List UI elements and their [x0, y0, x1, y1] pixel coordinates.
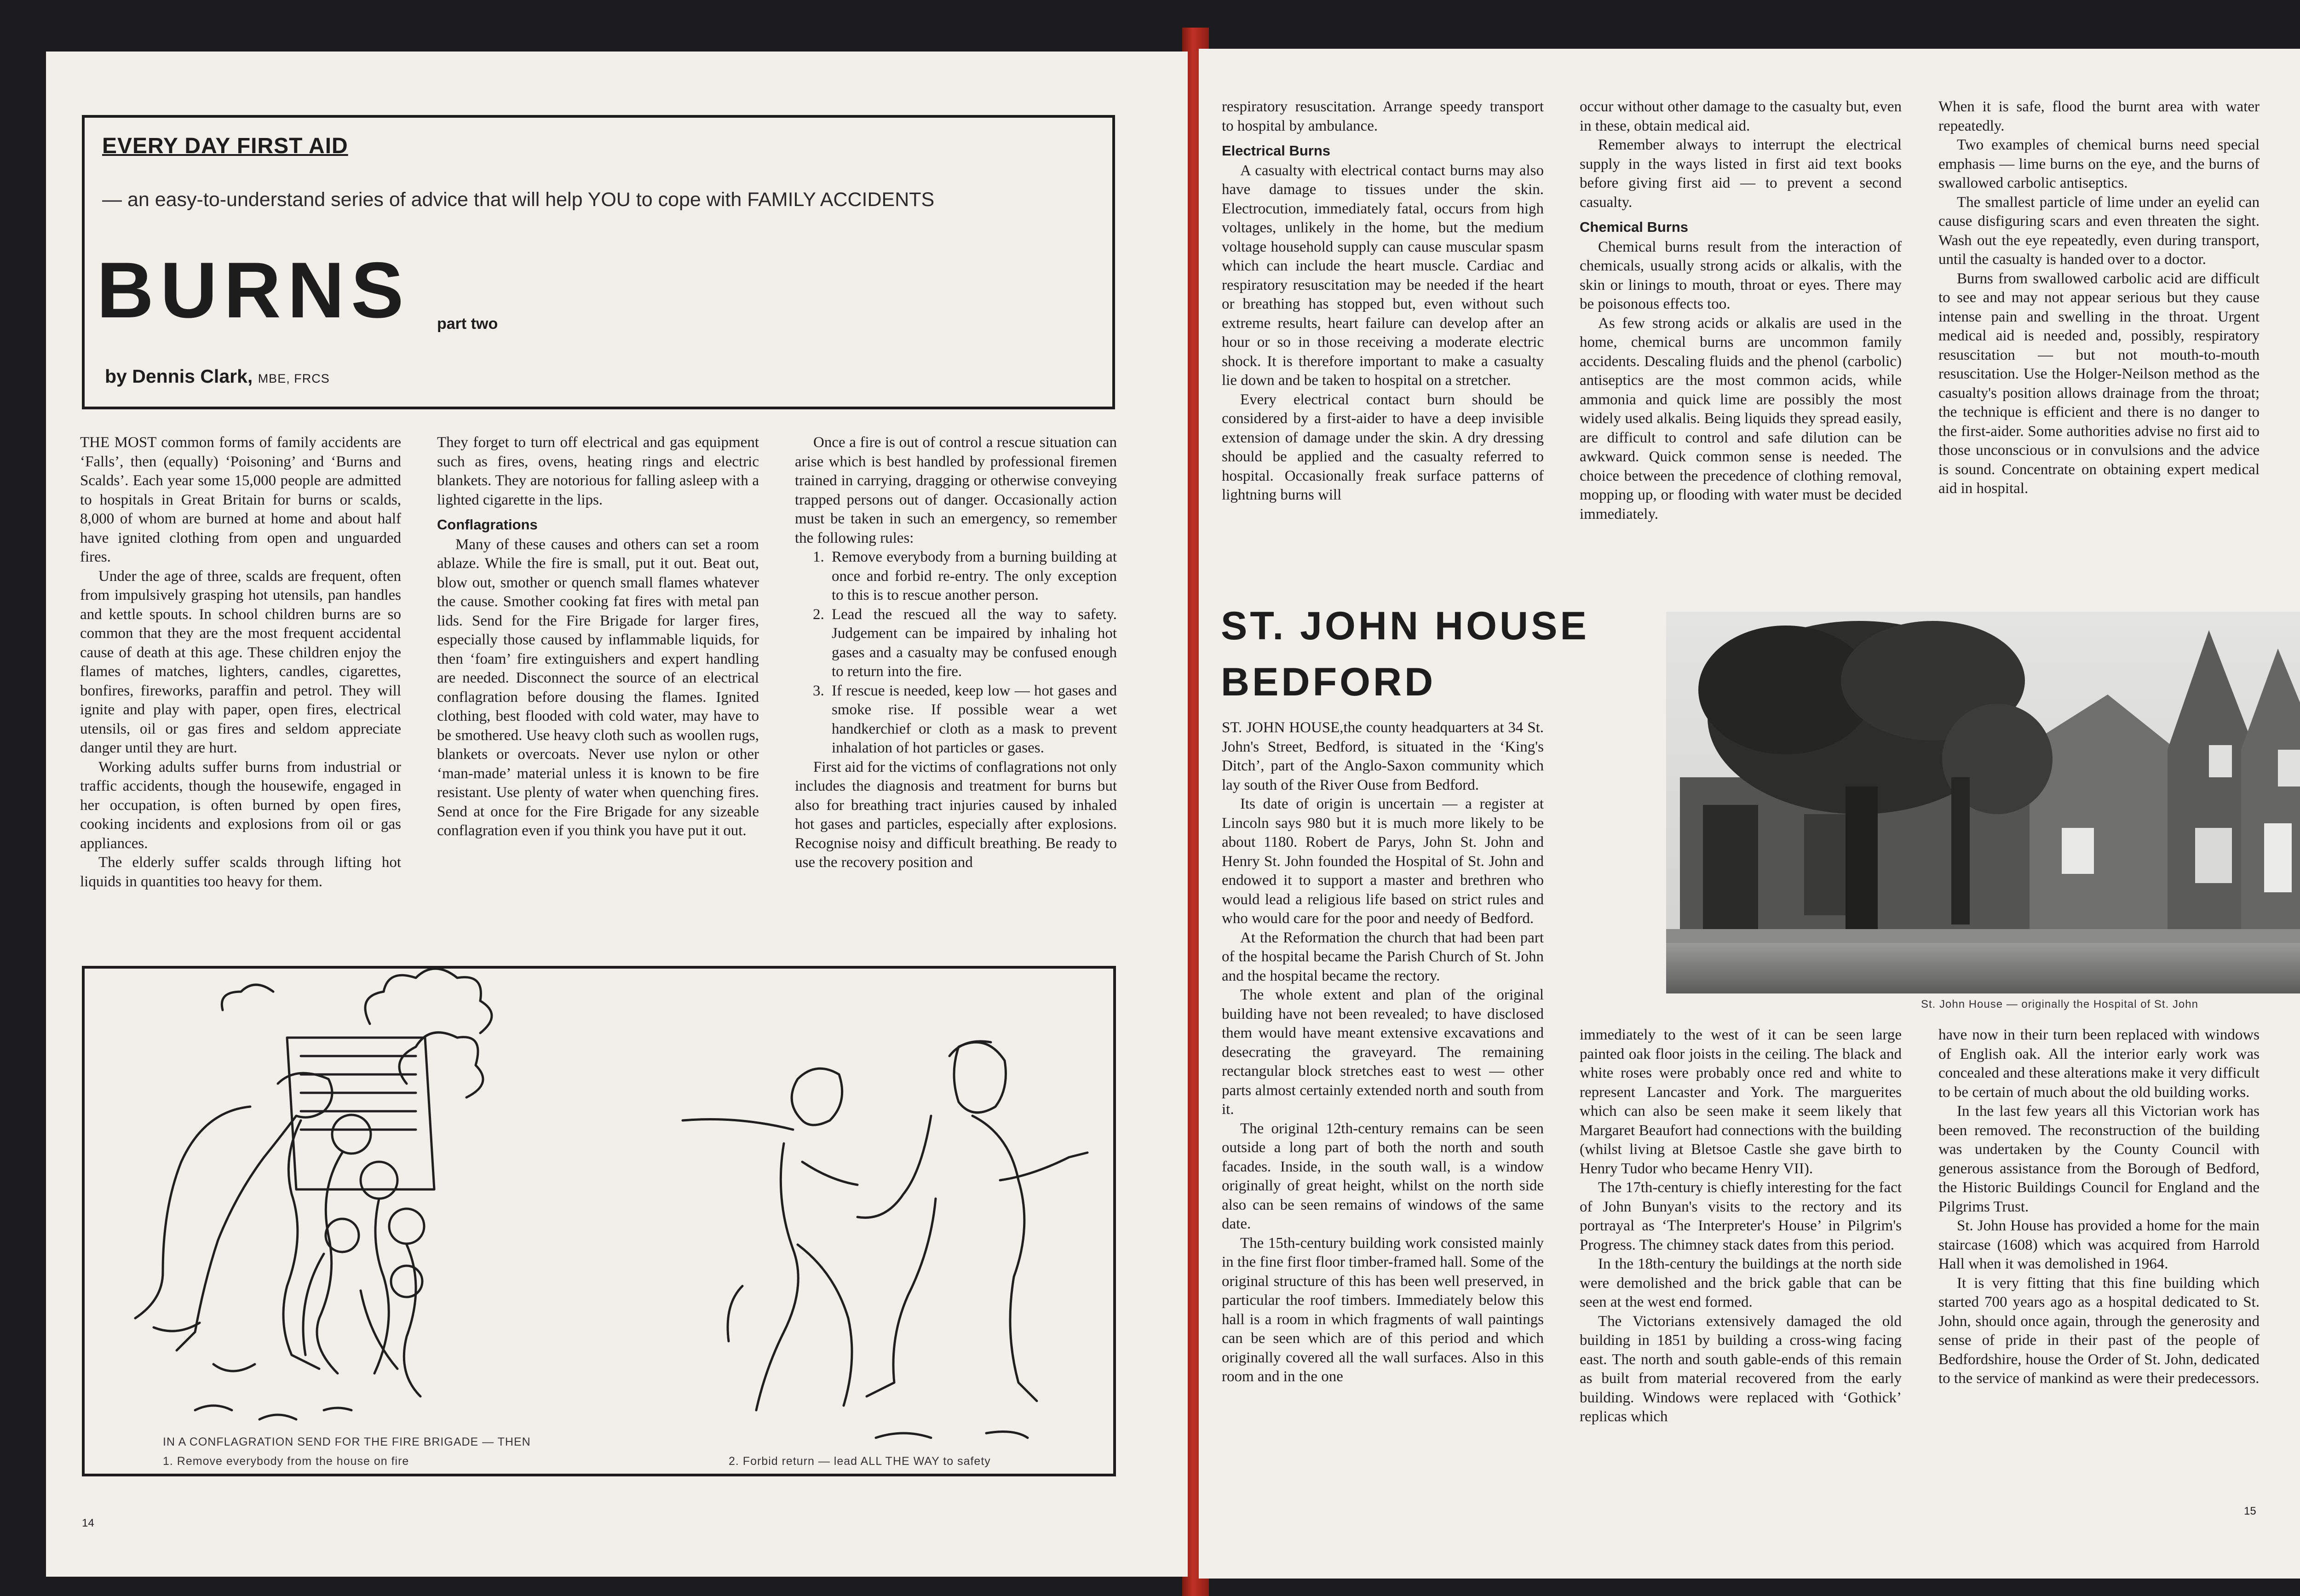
list-item: 2. Lead the rescued all the way to safety. Judgement can be impaired by inhaling hot gases and a casualty may be confused enough to return into the fire.: [828, 605, 1117, 682]
photo-caption: St. John House — originally the Hospital of St. John: [1921, 998, 2198, 1010]
paragraph: Under the age of three, scalds are frequent, often from impulsively grasping hot utensils, pan handles and kettle spouts. In school children burns are so common that they are the most frequent accidental cause of death at this age. These children enjoy the flames of matches, lighters, candles, cigarettes, bonfires, fireworks, paraffin and petrol. They will ignite and play with paper, open fires, electrical utensils, oil or gas fires and seldom appreciate danger until they are hurt.: [80, 568, 401, 756]
illustration-box: [82, 966, 1116, 1476]
right-column-2: [1580, 98, 1902, 524]
article-title: BURNS: [97, 246, 410, 334]
paragraph: The whole extent and plan of the original building have not been revealed; to have disclosed them would have meant extensive excavations and desecrating the graveyard. The remaining rectangular block stretches east to west — other parts almost certainly extended north and south from it.: [1222, 987, 1544, 1118]
paragraph: Many of these causes and others can set a room ablaze. While the fire is small, put it out. Beat out, blow out, smother or quench small flames whatever the cause. Smother cooking fat fires with metal pan lids. Send for the Fire Brigade for larger fires, especially those caused by inflammable liquids, for then ‘foam’ fire extinguishers and expert handling are needed. Disconnect the source of an electrical conflagration before dousing the flames. Ignited clothing, best flooded with cold water, may have to be smothered. Use heavy cloth such as woollen rugs, blankets or overcoats. Never use nylon or other ‘man-made’ material unless it is known to be fire resistant. Use plenty of water when quenching fires. Send at once for the Fire Brigade for any sizeable conflagration even if you think you have put it out.: [437, 536, 759, 839]
paragraph: Two examples of chemical burns need special emphasis — lime burns on the eye, and the burns of swallowed carbolic antiseptics.: [1938, 137, 2260, 191]
paragraph: First aid for the victims of conflagrations not only includes the diagnosis and treatment for burns but also for breathing tract injuries caused by inhaled hot gases and particles, especially after explosions. Recognise noisy and difficult breathing. Be ready to use the recovery position and: [795, 758, 1117, 871]
paragraph: occur without other damage to the casualty but, even in these, obtain medical aid.: [1580, 98, 1902, 134]
illustration-caption: IN A CONFLAGRATION SEND FOR THE FIRE BRIGADE — THEN: [163, 1435, 531, 1448]
title-line-1: ST. JOHN HOUSE: [1221, 604, 1589, 648]
series-title: EVERY DAY FIRST AID: [102, 134, 348, 158]
section-heading-conflagrations: Conflagrations: [437, 517, 538, 533]
smoke-cloud: [399, 1033, 483, 1097]
paragraph: When it is safe, flood the burnt area with water repeatedly.: [1938, 98, 2260, 134]
smoke-cloud: [222, 985, 273, 1010]
paragraph: Burns from swallowed carbolic acid are difficult to see and may not appear serious but they cause intense pain and swelling in the throat. Urgent medical aid is needed and, possibly, respiratory resuscitation — but not mouth-to-mouth resuscitation. Use the Holger-Neilson method as the casualty's position allows drainage from the throat; the technique is efficient and there is no danger to the first-aider. Some authorities advise no first aid to those unconscious or in convulsions and the advice is sound. Concentrate on obtaining expert medical aid in hospital.: [1938, 270, 2260, 497]
paragraph: Working adults suffer burns from industrial or traffic accidents, though the housewife, engaged in her occupation, is often burned by open fires, cooking incidents and explosions from oil or gas appliances.: [80, 758, 401, 852]
paragraph: As few strong acids or alkalis are used in the home, chemical burns are uncommon family accidents. Descaling fluids and the phenol (carbolic) antiseptics are the most common acids, while ammonia and quick lime are possibly the most widely used alkalis. Being liquids they spread easily, are difficult to control and safe dilution can be awkward. Quick common sense is needed. The choice between the precedence of clothing removal, mopping up, or flooding with water must be decided immediately.: [1580, 315, 1902, 522]
child-head: [332, 1115, 371, 1154]
paragraph: At the Reformation the church that had been part of the hospital became the Parish Church of St. John and the hospital became the rectory.: [1222, 929, 1544, 984]
article-column-3: [1938, 1026, 2260, 1389]
section-heading-electrical-burns: Electrical Burns: [1222, 143, 1331, 159]
paragraph: Its date of origin is uncertain — a register at Lincoln says 980 but it is much more likely to be about 1180. Robert de Parys, John St. John and Henry St. John founded the Hospital of St. John and endowed it to support a master and brethren who would lead a religious life based on strict rules and who would care for the poor and needy of Bedford.: [1222, 796, 1544, 927]
paragraph: The 15th-century building work consisted mainly in the fine first floor timber-framed hall. Some of the original structure of this has been well preserved, in particular the roof timbers. Immediately below this hall is a room in which fragments of wall paintings can be seen which are of this period and which originally covered all the wall surfaces. Also in this room and in the one: [1222, 1234, 1544, 1385]
article-column-2: [1580, 1026, 1902, 1427]
fireman-figure: [177, 1073, 332, 1350]
paragraph: have now in their turn been replaced with windows of English oak. All the interior early work was concealed and these alterations make it very difficult to be certain of much about the old building works.: [1938, 1027, 2260, 1101]
paragraph: Every electrical contact burn should be considered by a first-aider to have a deep invisible extension of damage under the skin. A dry dressing should be applied and the casualty referred to hospital. Occasionally freak surface patterns of lightning burns will: [1222, 391, 1544, 503]
right-column-1: [1222, 98, 1544, 505]
page-number: 15: [2244, 1505, 2256, 1517]
part-label: part two: [437, 315, 498, 333]
rescue-rules-list: [795, 548, 1117, 758]
paragraph: Remember always to interrupt the electrical supply in the ways listed in first aid text books before giving first aid — to prevent a second casualty.: [1580, 137, 1902, 211]
paragraph: A casualty with electrical contact burns may also have damage to tissues under the skin. Electrocution, immediately fatal, occurs from high voltages, unlikely in the home, but the medium voltage household supply can cause muscular spasm which can include the heart muscle. Cardiac and respiratory resuscitation may be needed if the heart or breathing has stopped but, even without such extreme results, heart failure can develop after an hour or so in those receiving a moderate electric shock. It is therefore important to make a casualty lie down and be taken to hospital on a stretcher.: [1222, 162, 1544, 389]
paragraph: Chemical burns result from the interaction of chemicals, usually strong acids or alkalis, with the skin or linings to mouth, throat or eyes. There may be poisonous effects too.: [1580, 238, 1902, 312]
fireman-leading-figure: [954, 1042, 1006, 1113]
paragraph: The elderly suffer scalds through lifting hot liquids in quantities too heavy for them.: [80, 854, 401, 890]
title-line-2: BEDFORD: [1221, 660, 1436, 704]
list-item: 1. Remove everybody from a burning building at once and forbid re-entry. The only exception to this is to rescue another person.: [828, 548, 1117, 605]
right-column-3: [1938, 98, 2260, 499]
paragraph: THE MOST common forms of family accidents are ‘Falls’, then (equally) ‘Poisoning’ and ‘Burns and Scalds’. Each year some 15,000 people are admitted to hospitals in Great Britain for burns or scalds, 8,000 of whom are burned at home and about half have ignited clothing from open and unguarded fires.: [80, 434, 401, 565]
smoke-cloud: [365, 969, 492, 1033]
list-item: 3. If rescue is needed, keep low — hot gases and smoke rise. If possible wear a wet handkerchief or cloth as a mask to prevent inhalation of hot particles or gases.: [828, 682, 1117, 758]
page-number: 14: [82, 1517, 94, 1529]
paragraph: Once a fire is out of control a rescue situation can arise which is best handled by professional firemen trained in carrying, dragging or otherwise conveying trapped persons out of danger. Occasionally action must be taken in such an emergency, so remember the following rules:: [795, 434, 1117, 546]
st-john-house-photo: [1666, 612, 2300, 993]
paragraph: The 17th-century is chiefly interesting for the fact of John Bunyan's visits to the rectory and its portrayal as ‘The Interpreter's House’ in Pilgrim's Progress. The chimney stack dates from this period.: [1580, 1179, 1902, 1253]
article-column-1: [1222, 718, 1544, 1387]
paragraph: It is very fitting that this fine building which started 700 years ago as a hospital dedicated to St. John, should once again, through the generosity and sense of pride in their past of the people of Bedfordshire, house the Order of St. John, dedicated to the service of mankind as were their predecessors.: [1938, 1275, 2260, 1387]
house-outline: [287, 1038, 434, 1189]
paragraph: St. John House has provided a home for the main staircase (1608) which was acquired from Harrold Hall when it was demolished in 1964.: [1938, 1217, 2260, 1272]
child-head: [391, 1266, 422, 1297]
left-column-2: [437, 433, 759, 841]
paragraph: They forget to turn off electrical and gas equipment such as fires, ovens, heating rings and electric blankets. They are notorious for falling asleep with a lighted cigarette in the lips.: [437, 434, 759, 508]
series-subtitle: — an easy-to-understand series of advice that will help YOU to cope with FAMILY ACCIDENTS: [102, 189, 935, 211]
left-column-1: [80, 433, 401, 891]
section-heading-chemical-burns: Chemical Burns: [1580, 219, 1689, 235]
child-head: [389, 1209, 424, 1244]
paragraph: The original 12th-century remains can be seen outside a long part of both the north and south facades. Inside, in the south wall, is a window originally of great height, whilst on the north side also can be seen remains of windows of the same date.: [1222, 1120, 1544, 1232]
byline: [105, 366, 330, 387]
paragraph: immediately to the west of it can be seen large painted oak floor joists in the ceiling. The black and white roses were probably once red and white to represent Lancaster and York. The marguerites which can also be seen make it seem likely that Margaret Beaufort had connections with the building (whilst living at Bletsoe Castle she gave birth to Henry Tudor who became Henry VII).: [1580, 1027, 1902, 1177]
paragraph: The Victorians extensively damaged the old building in 1851 by building a cross-wing facing east. The north and south gable-ends of this remain as built from material recovered from the early building. Windows were replaced with ‘Gothick’ replicas which: [1580, 1313, 1902, 1425]
paragraph: ST. JOHN HOUSE,the county headquarters at 34 St. John's Street, Bedford, is situated in the ‘King's Ditch’, part of the Anglo-Saxon community which lay south of the River Ouse from Bedford.: [1222, 719, 1544, 793]
author-qualifications: MBE, FRCS: [258, 372, 330, 385]
paragraph: In the 18th-century the buildings at the north side were demolished and the brick gable that can be seen at the west end formed.: [1580, 1256, 1902, 1310]
paragraph: In the last few years all this Victorian work has been removed. The reconstruction of the building was undertaken by the County Council with generous assistance from the Borough of Bedford, the Historic Buildings Council for England and the Pilgrims Trust.: [1938, 1103, 2260, 1215]
woman-figure: [792, 1068, 842, 1125]
child-head: [361, 1162, 397, 1199]
illustration-caption-2: 2. Forbid return — lead ALL THE WAY to safety: [729, 1455, 991, 1468]
cartoon-illustration: [85, 969, 1113, 1474]
paragraph: The smallest particle of lime under an eyelid can cause disfiguring scars and even threaten the sight. Wash out the eye repeatedly, even during transport, until the casualty is handed over to a doctor.: [1938, 194, 2260, 268]
paragraph: respiratory resuscitation. Arrange speedy transport to hospital by ambulance.: [1222, 98, 1544, 134]
illustration-caption-1: 1. Remove everybody from the house on fire: [163, 1455, 409, 1468]
author-name: by Dennis Clark,: [105, 366, 253, 387]
left-column-3: [795, 433, 1117, 873]
article-title-st-john-house: [1221, 598, 1589, 710]
